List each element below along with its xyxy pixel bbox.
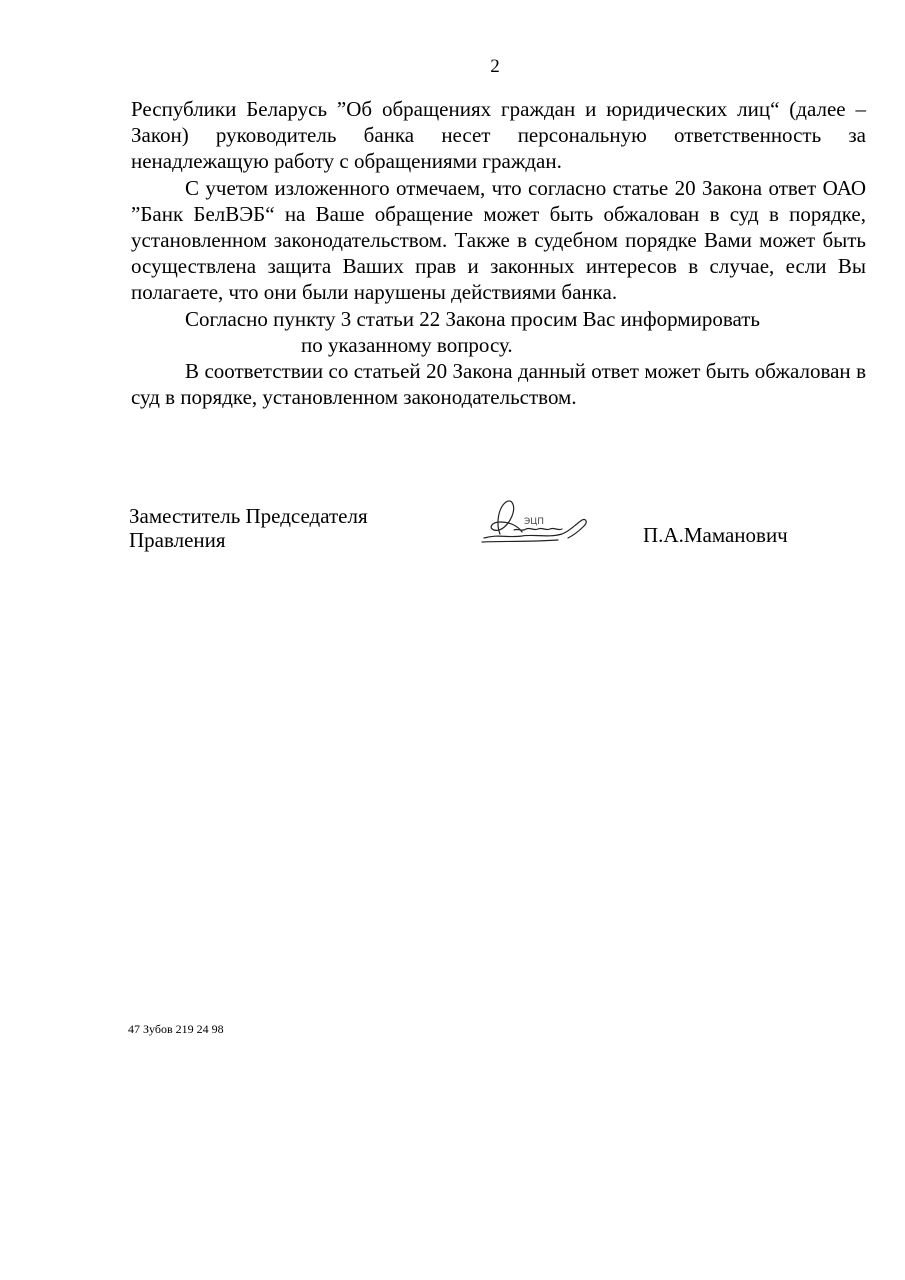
signer-name: П.А.Маманович: [643, 523, 788, 547]
signer-position-line-2: Правления: [129, 528, 226, 552]
paragraph-final: В соответствии со статьей 20 Закона данный ответ может быть обжалован в суд в порядке, установленном законодательством.: [131, 359, 866, 410]
signature-stroke-underline: [482, 540, 558, 542]
request-line-2: по указанному вопросу.: [301, 332, 513, 357]
page-number: 2: [490, 56, 500, 77]
signature-stroke-scribble: [514, 528, 562, 530]
signer-position: [129, 504, 368, 552]
document-body: [131, 96, 866, 410]
stamp-label: ЭЦП: [524, 517, 545, 527]
handwritten-signature: [478, 494, 596, 548]
paragraph-appeal-rights: С учетом изложенного отмечаем, что согласно статье 20 Закона ответ ОАО ”Банк БелВЭБ“ на Ваше обращение может быть обжалован в суд в порядке, установленном законодательством. Также в судебном порядке Вами может быть осуществлена защита Ваших прав и законных интересов в случае, если Вы полагаете, что они были нарушены действиями банка.: [131, 175, 866, 305]
paragraph-request: [131, 306, 866, 358]
request-line-1: Согласно пункту 3 статьи 22 Закона просим Вас информировать: [185, 306, 760, 331]
paragraph-continuation: Республики Беларусь ”Об обращениях граждан и юридических лиц“ (далее – Закон) руководитель банка несет персональную ответственность за ненадлежащую работу с обращениями граждан.: [131, 97, 866, 174]
signer-position-line-1: Заместитель Председателя: [129, 504, 368, 528]
executor-contact: 47 Зубов 219 24 98: [128, 1022, 224, 1036]
